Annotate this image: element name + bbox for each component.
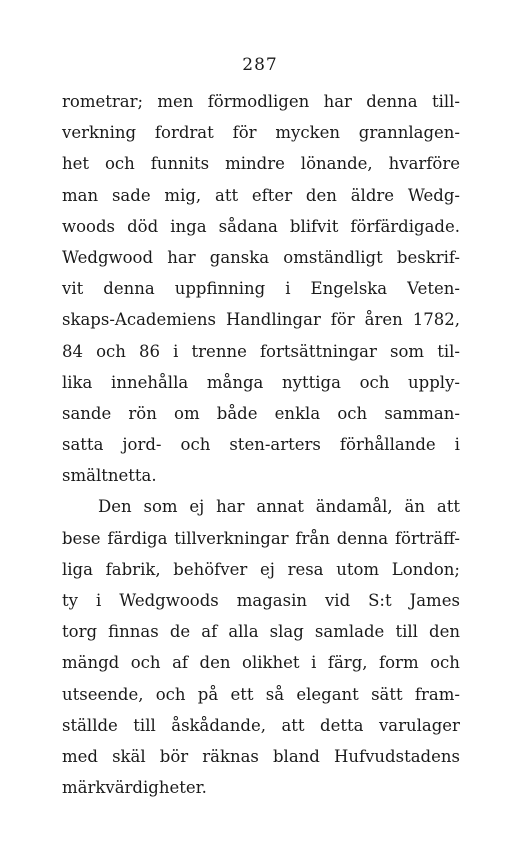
text-line: bese färdiga tillverkningar från denna förträff- (62, 528, 460, 548)
text-line: 84 och 86 i trenne fortsättningar som til- (62, 341, 460, 361)
text-line: rometrar; men förmodligen har denna till- (62, 92, 460, 111)
body-text (62, 86, 460, 803)
text-line: ty i Wedgwoods magasin vid S:t James (62, 591, 460, 610)
text-line: Wedgwood har ganska omständligt beskrif- (62, 247, 460, 267)
text-line: man sade mig, att efter den äldre Wedg- (62, 185, 460, 205)
text-line: verkning fordrat för mycken grannlagen- (62, 123, 460, 143)
text-line: lika innehålla många nyttiga och upply- (62, 372, 460, 392)
page-number: 287 (242, 55, 278, 75)
text-line: het och funnits mindre lönande, hvarföre (62, 154, 460, 174)
paragraph (62, 86, 460, 491)
text-line: skaps-Academiens Handlingar för åren 1782, (62, 310, 460, 330)
paragraph (62, 491, 460, 803)
text-line: smältnetta. (62, 466, 157, 486)
text-line: torg finnas de af alla slag samlade till den (62, 622, 460, 642)
text-line: satta jord- och sten-arters förhållande i (62, 435, 460, 455)
text-line: med skäl bör räknas bland Hufvudstadens (62, 746, 460, 766)
text-line: woods död inga sådana blifvit förfärdigade. (62, 216, 460, 236)
text-line: Den som ej har annat ändamål, än att (98, 497, 460, 517)
text-line: utseende, och på ett så elegant sätt fram- (62, 684, 460, 704)
text-line: liga fabrik, behöfver ej resa utom London; (62, 559, 460, 579)
text-line: vit denna uppfinning i Engelska Veten- (62, 279, 460, 299)
text-line: mängd och af den olikhet i färg, form och (62, 653, 460, 673)
text-line: sande rön om både enkla och samman- (62, 403, 460, 423)
text-line: märkvärdigheter. (62, 778, 207, 798)
text-line: ställde till åskådande, att detta varulager (62, 715, 460, 735)
